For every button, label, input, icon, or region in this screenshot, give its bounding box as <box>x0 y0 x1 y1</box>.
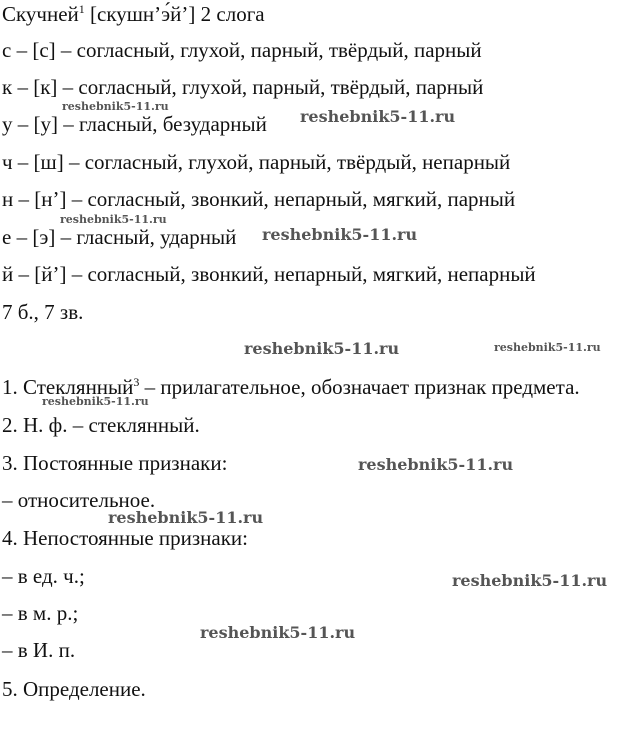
phonetic-line-u: у – [у] – гласный, безударный <box>2 112 267 136</box>
morph-item-4-gender: – в м. р.; <box>2 601 79 625</box>
morph-item-2: 2. Н. ф. – стеклянный. <box>2 413 200 437</box>
watermark: reshebnik5-11.ru <box>200 623 356 642</box>
header-superscript: 1 <box>78 2 85 16</box>
morph-item-1-text: – прилагательное, обозначает признак предмета. <box>139 375 580 399</box>
header-transcription: [скушн’э́й’] 2 слога <box>84 2 265 26</box>
watermark: reshebnik5-11.ru <box>494 341 601 354</box>
morph-item-4: 4. Непостоянные признаки: <box>2 526 248 550</box>
letter-sound-summary: 7 б., 7 зв. <box>2 300 84 324</box>
morph-item-4-number: – в ед. ч.; <box>2 564 85 588</box>
watermark: reshebnik5-11.ru <box>108 508 264 527</box>
phonetic-line-y: й – [й’] – согласный, звонкий, непарный, мягкий, непарный <box>2 262 536 286</box>
morph-item-3-value: – относительное. <box>2 488 156 512</box>
watermark: reshebnik5-11.ru <box>62 100 169 113</box>
watermark: reshebnik5-11.ru <box>42 395 149 408</box>
phonetic-line-e: е – [э] – гласный, ударный <box>2 225 237 249</box>
morph-item-4-case: – в И. п. <box>2 638 76 662</box>
morph-item-1-word: 1. Стеклянный <box>2 375 134 399</box>
morph-item-1-superscript: 3 <box>133 375 140 389</box>
phonetic-line-k: к – [к] – согласный, глухой, парный, твёрдый, парный <box>2 75 484 99</box>
morph-item-3: 3. Постоянные признаки: <box>2 451 228 475</box>
header-word: Скучней <box>2 2 79 26</box>
watermark: reshebnik5-11.ru <box>358 455 514 474</box>
watermark: reshebnik5-11.ru <box>300 107 456 126</box>
phonetic-line-n: н – [н’] – согласный, звонкий, непарный, мягкий, парный <box>2 187 516 211</box>
phonetic-line-s: с – [с] – согласный, глухой, парный, твёрдый, парный <box>2 38 482 62</box>
watermark: reshebnik5-11.ru <box>60 213 167 226</box>
watermark: reshebnik5-11.ru <box>244 339 400 358</box>
morph-item-5: 5. Определение. <box>2 677 146 701</box>
header-line <box>2 4 265 25</box>
watermark: reshebnik5-11.ru <box>452 571 608 590</box>
phonetic-line-ch: ч – [ш] – согласный, глухой, парный, твёрдый, непарный <box>2 150 511 174</box>
watermark: reshebnik5-11.ru <box>262 225 418 244</box>
